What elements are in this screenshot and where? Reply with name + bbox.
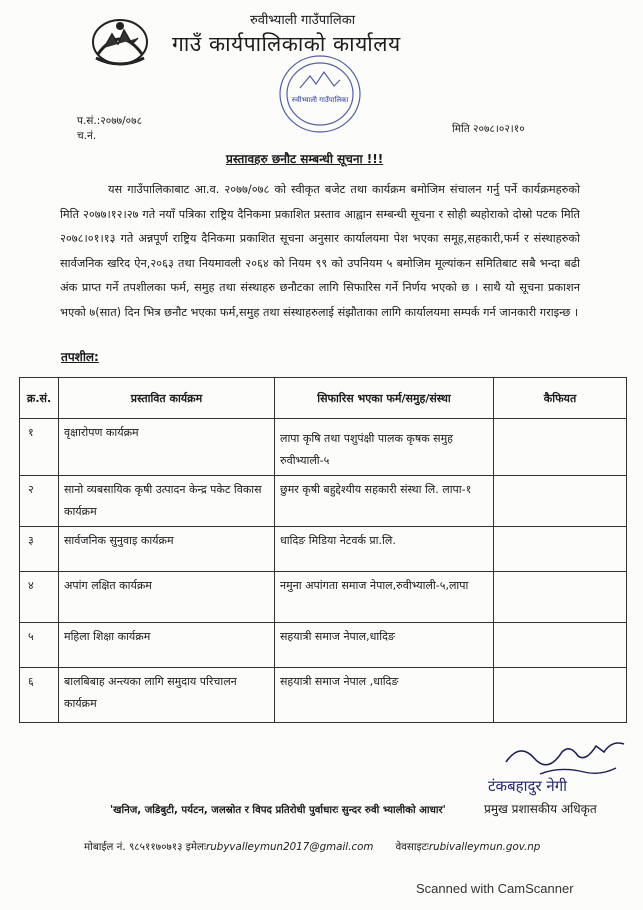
recommendation-table [19,377,627,723]
website-label: वेवसाइटः [395,841,429,853]
row-program: सानो व्यबसायिक कृषी उत्पादन केन्द्र पकेट विकास कार्यक्रम [59,476,275,527]
signature-scribble [500,722,630,782]
email-link[interactable]: rubyvalleymun2017@gmail.com [206,841,374,853]
row-remarks [494,668,627,723]
header-remarks: कैफियत [494,378,627,419]
row-firm: छुमर कृषी बहुद्देश्यीय सहकारी संस्था लि. लापा-१ [275,476,494,527]
office-title: गाउँ कार्यपालिकाको कार्यालय [172,32,401,56]
reference-number: प.सं.:२०७७/०७८ [77,115,143,127]
table-row [20,419,627,476]
signatory-name: टंकबहादुर नेगी [488,777,568,795]
dispatch-number: च.नं. [77,130,97,142]
row-program: बालबिबाह अन्त्यका लागि समुदाय परिचालन कार्यक्रम [59,668,275,723]
row-serial: ४ [20,572,59,623]
website-link[interactable]: rubivalleymun.gov.np [428,841,541,853]
row-serial: ६ [20,668,59,723]
table-header-row [20,378,627,419]
table-row [20,668,627,723]
footer-motto: 'खनिज, जडिबुटी, पर्यटन, जलस्रोत र विपद प्रतिरोधी पुर्वाधारः सुन्दर रुवी भ्यालीको आधार' [110,805,446,816]
header-serial: क्र.सं. [20,378,59,419]
stamp-text: रुवीभ्याली गाउँपालिका [291,96,349,104]
signatory-title: प्रमुख प्रशासकीय अधिकृत [484,802,597,816]
row-firm: लापा कृषि तथा पशुपंक्षी पालक कृषक समुह रुवीभ्याली-५ [275,419,494,476]
table-row [20,623,627,668]
footer-contact [84,840,540,854]
row-firm: धादिङ मिडिया नेटवर्क प्रा.लि. [275,527,494,572]
header-firm: सिफारिस भएका फर्म/समुह/संस्था [275,378,494,419]
table-row [20,476,627,527]
table-row [20,572,627,623]
row-remarks [494,572,627,623]
row-remarks [494,527,627,572]
row-serial: २ [20,476,59,527]
row-serial: १ [20,419,59,476]
annex-title: तपशील: [61,350,99,364]
row-serial: ३ [20,527,59,572]
mobile-label: मोबाईल नं. ९८५११७०७१३ इमेलः [84,841,207,853]
row-firm: सहयात्री समाज नेपाल ,धादिङ [275,668,494,723]
notice-subject: प्रस्तावहरु छनौट सम्बन्धी सूचना !!! [226,152,384,166]
row-firm: नमुना अपांगता समाज नेपाल,रुवीभ्याली-५,लापा [275,572,494,623]
row-remarks [494,476,627,527]
notice-body-text: यस गाउँपालिकाबाट आ.व. २०७७/०७८ को स्वीकृत बजेट तथा कार्यक्रम बमोजिम संचालन गर्नु पर्ने कार्यक्रमहरुको मिति २०७७।१२।२७ गते नयाँ पत्रिका राष्ट्रिय दैनिकमा प्रकाशित प्रस्ताव आह्वान सम्बन्धी सूचना र सोही ब्यहोराको दोस्रो पटक मिति २०७८।०१।१३ गते अन्नपूर्ण राष्ट्रिय दैनिकमा प्रकाशित सूचना अनुसार कार्यालयमा पेश भएका समूह,सहकारी,फर्म र संस्थाहरुको सार्वजनिक खरिद ऐन,२०६३ तथा नियमावली २०६४ को नियम ९९ को उपनियम ५ बमोजिम मूल्यांकन समितिबाट सबै भन्दा बढी अंक प्राप्त गर्ने तपशीलका फर्म, समुह तथा संस्थाहरु छनौटका लागि सिफारिस गर्ने निर्णय भएको छ । साथै यो सूचना प्रकाशन भएको ७(सात) दिन भित्र छनौट भएका फर्म,समुह तथा संस्थाहरुलाई संझौताका लागि कार्यालयमा सम्पर्क गर्न जानकारी गराइन्छ । [60,183,580,319]
header-program: प्रस्तावित कार्यक्रम [59,378,275,419]
row-firm: सहयात्री समाज नेपाल,धादिङ [275,623,494,668]
municipality-name: रुवीभ्याली गाउँपालिका [250,13,356,28]
row-program: वृक्षारोपण कार्यक्रम [59,419,275,476]
row-remarks [494,419,627,476]
table-row [20,527,627,572]
row-program: सार्वजनिक सुनुवाइ कार्यक्रम [59,527,275,572]
row-remarks [494,623,627,668]
government-emblem-icon [90,14,150,68]
row-program: अपांग लक्षित कार्यक्रम [59,572,275,623]
letter-date: मिति २०७८।०२।१० [452,123,525,135]
row-program: महिला शिक्षा कार्यक्रम [59,623,275,668]
scanner-watermark: Scanned with CamScanner [416,881,574,896]
office-stamp [276,50,364,138]
row-serial: ५ [20,623,59,668]
notice-body [60,178,580,325]
